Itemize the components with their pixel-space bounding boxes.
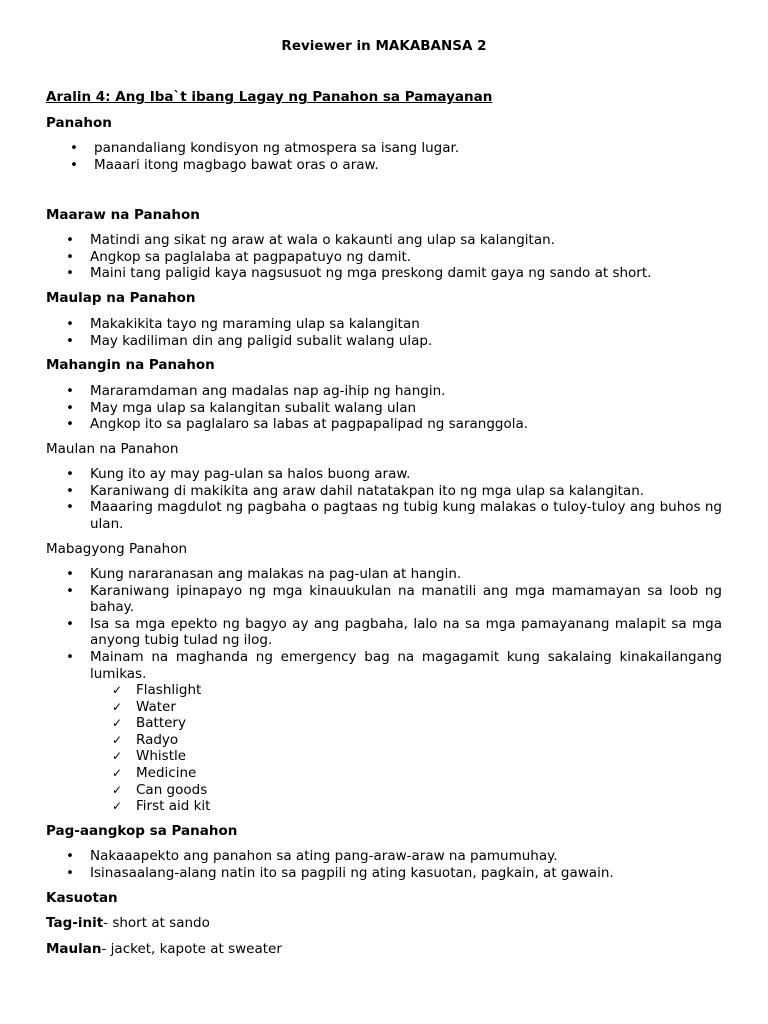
kasuotan-taginit bbox=[46, 915, 210, 931]
list-item: • Karaniwang di makikita ang araw dahil natatakpan ito ng mga ulap sa kalangitan. bbox=[0, 483, 722, 500]
lesson-title: Aralin 4: Ang Iba`t ibang Lagay ng Panahon sa Pamayanan bbox=[46, 89, 493, 105]
list-item: • panandaliang kondisyon ng atmospera sa isang lugar. bbox=[0, 140, 722, 157]
list-item: • Karaniwang ipinapayo ng mga kinauukulan na manatili ang mga mamamayan sa loob ng bahay. bbox=[0, 583, 722, 616]
list-item: • Angkop ito sa paglalaro sa labas at pagpapalipad ng saranggola. bbox=[0, 416, 722, 433]
heading-mahangin: Mahangin na Panahon bbox=[46, 357, 215, 373]
list-pagaangkop bbox=[0, 848, 768, 881]
checklist-item: ✓ Radyo bbox=[0, 732, 210, 749]
list-item: • Isa sa mga epekto ng bagyo ay ang pagbaha, lalo na sa mga pamayanang malapit sa mga anyong tubig tulad ng ilog. bbox=[0, 616, 722, 649]
list-item: • Kung ito ay may pag-ulan sa halos buong araw. bbox=[0, 466, 722, 483]
list-item: • Nakaaapekto ang panahon sa ating pang-araw-araw na pamumuhay. bbox=[0, 848, 722, 865]
list-item: • Kung nararanasan ang malakas na pag-ulan at hangin. bbox=[0, 566, 722, 583]
list-panahon bbox=[0, 140, 768, 173]
heading-pagaangkop: Pag-aangkop sa Panahon bbox=[46, 823, 238, 839]
list-item: • May kadiliman din ang paligid subalit walang ulap. bbox=[0, 333, 722, 350]
list-item: • Mararamdaman ang madalas nap ag-ihip ng hangin. bbox=[0, 383, 722, 400]
taginit-text: - short at sando bbox=[103, 915, 210, 931]
list-item: • Maaari itong magbago bawat oras o araw. bbox=[0, 157, 722, 174]
list-item: • May mga ulap sa kalangitan subalit walang ulan bbox=[0, 400, 722, 417]
list-item: • Mainam na maghanda ng emergency bag na magagamit kung sakalaing kinakailangang lumikas. bbox=[0, 649, 722, 682]
list-item: • Maaaring magdulot ng pagbaha o pagtaas ng tubig kung malakas o tuloy-tuloy ang buhos ng ulan. bbox=[0, 499, 722, 532]
checklist-item: ✓ First aid kit bbox=[0, 798, 210, 815]
heading-kasuotan: Kasuotan bbox=[46, 890, 118, 906]
maulan-label: Maulan bbox=[46, 941, 102, 957]
checklist-item: ✓ Water bbox=[0, 699, 210, 716]
heading-panahon: Panahon bbox=[46, 115, 112, 131]
checklist-item: ✓ Medicine bbox=[0, 765, 210, 782]
heading-maulap: Maulap na Panahon bbox=[46, 290, 196, 306]
taginit-label: Tag-init bbox=[46, 915, 104, 931]
list-maaraw bbox=[0, 232, 768, 282]
list-item: • Isinasaalang-alang natin ito sa pagpili ng ating kasuotan, pagkain, at gawain. bbox=[0, 865, 722, 882]
document-title: Reviewer in MAKABANSA 2 bbox=[281, 38, 487, 54]
list-maulan bbox=[0, 466, 768, 532]
heading-maaraw: Maaraw na Panahon bbox=[46, 207, 200, 223]
heading-maulan: Maulan na Panahon bbox=[46, 441, 179, 457]
heading-mabagyo: Mabagyong Panahon bbox=[46, 541, 188, 557]
list-item: • Makakikita tayo ng maraming ulap sa kalangitan bbox=[0, 316, 722, 333]
checklist-item: ✓ Flashlight bbox=[0, 682, 210, 699]
checklist-item: ✓ Whistle bbox=[0, 748, 210, 765]
list-mahangin bbox=[0, 383, 768, 433]
checklist-item: ✓ Can goods bbox=[0, 782, 210, 799]
list-item: • Matindi ang sikat ng araw at wala o kakaunti ang ulap sa kalangitan. bbox=[0, 232, 722, 249]
kasuotan-maulan bbox=[46, 941, 282, 957]
list-mabagyo bbox=[0, 566, 768, 682]
list-maulap bbox=[0, 316, 768, 349]
maulan-text: - jacket, kapote at sweater bbox=[101, 941, 282, 957]
list-item: • Angkop sa paglalaba at pagpapatuyo ng damit. bbox=[0, 249, 722, 266]
emergency-checklist bbox=[0, 682, 210, 815]
list-item: • Maini tang paligid kaya nagsusuot ng mga preskong damit gaya ng sando at short. bbox=[0, 265, 722, 282]
checklist-item: ✓ Battery bbox=[0, 715, 210, 732]
